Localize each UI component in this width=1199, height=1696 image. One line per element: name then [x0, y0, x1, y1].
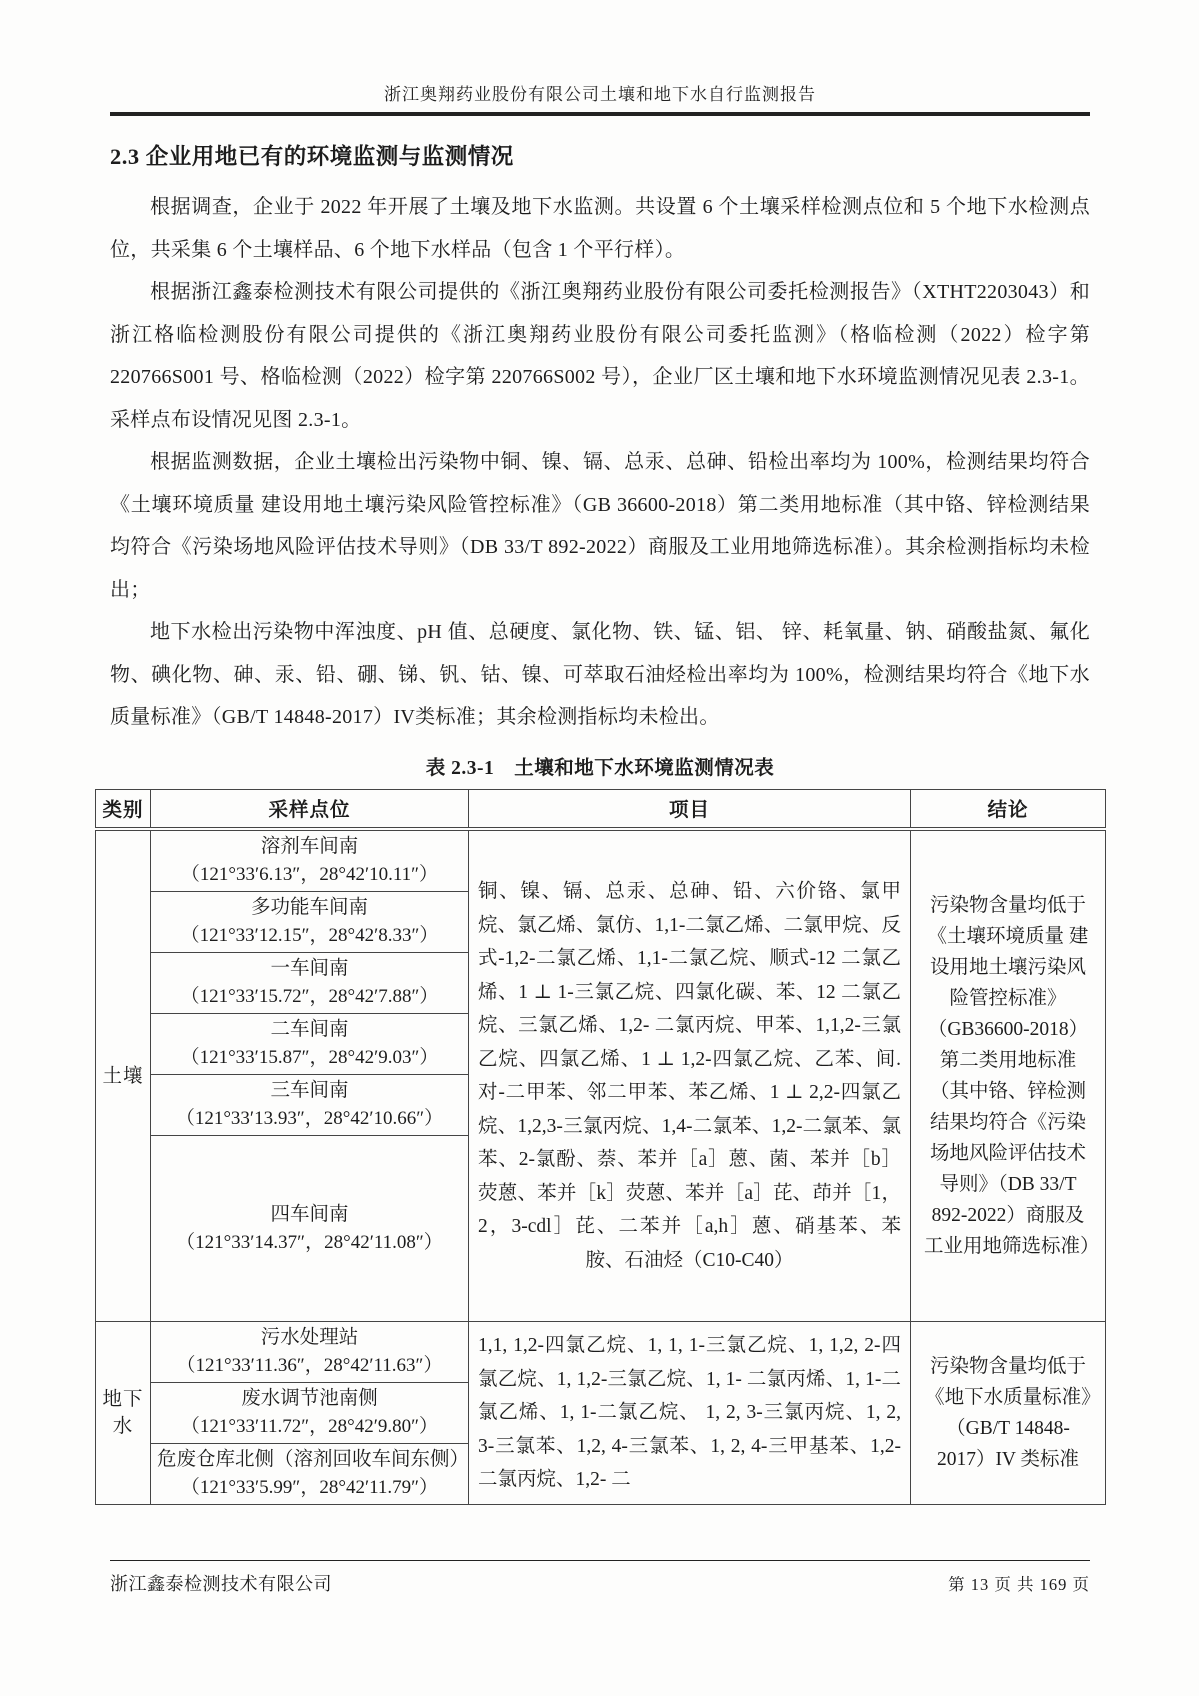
sampling-point-name: 二车间南: [270, 1019, 349, 1040]
paragraph-groundwater-results: 地下水检出污染物中浑浊度、pH 值、总硬度、氯化物、铁、锰、铝、 锌、耗氧量、钠、硝酸盐氮、氟化物、碘化物、砷、汞、铅、硼、锑、钒、钴、镍、可萃取石油烃检出率均为 100%，检测结果均符合《地下水质量标准》（GB/T 14848-2017）IV类标准；其余检测指标均未检出。: [110, 621, 1090, 728]
monitoring-table: [95, 789, 1106, 1506]
sampling-point-cell: [151, 1014, 469, 1075]
conclusion-cell-soil: 污染物含量均低于《土壤环境质量 建设用地土壤污染风险管控标准》（GB36600-2018）第二类用地标准（其中铬、锌检测结果均符合《污染场地风险评估技术导则》（DB 33/T 892-2022）商服及工业用地筛选标准）: [911, 829, 1106, 1322]
sampling-point-name: 危废仓库北侧（溶剂回收车间东侧）: [157, 1449, 470, 1470]
sampling-point-name: 溶剂车间南: [260, 836, 359, 857]
sampling-point-cell: [151, 1136, 469, 1322]
sampling-point-coords: （121°33′11.36″，28°42′11.63″）: [176, 1355, 443, 1376]
sampling-point-cell: [151, 1383, 469, 1444]
sampling-point-cell: [151, 953, 469, 1014]
sampling-point-cell: [151, 1444, 469, 1505]
sampling-point-name: 四车间南: [270, 1203, 349, 1225]
sampling-point-name: 三车间南: [270, 1080, 349, 1101]
page-footer: [110, 1560, 1090, 1596]
sampling-point-cell: [151, 892, 469, 953]
sampling-point-coords: （121°33′6.13″，28°42′10.11″）: [180, 864, 439, 885]
document-header-title: 浙江奥翔药业股份有限公司土壤和地下水自行监测报告: [384, 85, 816, 104]
sampling-point-cell: [151, 1075, 469, 1136]
table-header-row: [96, 789, 1106, 829]
sampling-point-name: 污水处理站: [260, 1327, 359, 1348]
sampling-point-coords: （121°33′5.99″，28°42′11.79″）: [180, 1477, 439, 1498]
paragraph-report-sources: 根据浙江鑫泰检测技术有限公司提供的《浙江奥翔药业股份有限公司委托检测报告》（XTHT2203043）和浙江格临检测股份有限公司提供的《浙江奥翔药业股份有限公司委托监测》（格临检测（2022）检字第 220766S001 号、格临检测（2022）检字第 220766S002 号），企业厂区土壤和地下水环境监测情况见表 2.3-1。采样点布设情况见图 2.3-1。: [110, 281, 1090, 431]
sampling-point-name: 废水调节池南侧: [241, 1388, 378, 1409]
column-header-sampling-point: 采样点位: [151, 789, 469, 829]
items-cell-soil: 铜、镍、镉、总汞、总砷、铅、六价铬、氯甲烷、氯乙烯、氯仿、1,1-二氯乙烯、二氯甲烷、反式-1,2-二氯乙烯、1,1-二氯乙烷、顺式-12 二氯乙烯、1 ⊥ 1-三氯乙烷、四氯化碳、苯、12 二氯乙烷、三氯乙烯、1,2- 二氯丙烷、甲苯、1,1,2-三氯乙烷、四氯乙烯、1 ⊥ 1,2-四氯乙烷、乙苯、间.对-二甲苯、邻二甲苯、苯乙烯、1 ⊥ 2,2-四氯乙烷、1,2,3-三氯丙烷、1,4-二氯苯、1,2-二氯苯、氯苯、2-氯酚、萘、苯并［a］蒽、菌、苯并［b］荧蒽、苯并［k］荧蒽、苯并［a］芘、茚并［1，2，3-cdl］芘、二苯并［a,h］蒽、硝基苯、苯胺、石油烃（C10-C40）: [469, 829, 911, 1322]
paragraph-soil-results: 根据监测数据，企业土壤检出污染物中铜、镍、镉、总汞、总砷、铅检出率均为 100%，检测结果均符合《土壤环境质量 建设用地土壤污染风险管控标准》（GB 36600-2018）第二类用地标准（其中铬、锌检测结果均符合《污染场地风险评估技术导则》（DB 33/T 892-2022）商服及工业用地筛选标准）。其余检测指标均未检出；: [110, 451, 1090, 601]
conclusion-cell-groundwater: 污染物含量均低于《地下水质量标准》（GB/T 14848-2017）IV 类标准: [911, 1322, 1106, 1505]
header-rule: [110, 112, 1090, 116]
body-paragraphs: [110, 186, 1090, 739]
footer-company: 浙江鑫泰检测技术有限公司: [110, 1574, 332, 1594]
sampling-point-name: 多功能车间南: [250, 897, 368, 918]
section-heading: 2.3 企业用地已有的环境监测与监测情况: [110, 144, 514, 169]
sampling-point-coords: （121°33′15.72″，28°42′7.88″）: [180, 986, 439, 1007]
table-title: 表 2.3-1 土壤和地下水环境监测情况表: [425, 757, 775, 779]
sampling-point-name: 一车间南: [270, 958, 349, 979]
footer-page-number: 第 13 页 共 169 页: [948, 1575, 1090, 1594]
sampling-point-coords: （121°33′13.93″，28°42′10.66″）: [175, 1108, 444, 1129]
column-header-conclusion: 结论: [911, 789, 1106, 829]
table-row: [96, 829, 1106, 892]
page-content: [102, 80, 1100, 1505]
sampling-point-cell: [151, 829, 469, 892]
sampling-point-coords: （121°33′14.37″，28°42′11.08″）: [176, 1231, 443, 1253]
category-cell-soil: 土壤: [96, 829, 151, 1322]
column-header-items: 项目: [469, 789, 911, 829]
sampling-point-coords: （121°33′11.72″，28°42′9.80″）: [180, 1416, 439, 1437]
paragraph-survey-overview: 根据调查，企业于 2022 年开展了土壤及地下水监测。共设置 6 个土壤采样检测点位和 5 个地下水检测点位，共采集 6 个土壤样品、6 个地下水样品（包含 1 个平行样）。: [110, 196, 1090, 261]
category-cell-groundwater: 地下水: [96, 1322, 151, 1505]
items-cell-groundwater: 1,1, 1,2-四氯乙烷、1, 1, 1-三氯乙烷、1, 1,2, 2-四氯乙烷、1, 1,2-三氯乙烷、1, 1- 二氯丙烯、1, 1-二氯乙烯、1, 1-二氯乙烷、 1, 2, 3-三氯丙烷、1, 2, 3-三氯苯、1,2, 4-三氯苯、1, 2, 4-三甲基苯、1,2-二氯丙烷、1,2- 二: [469, 1322, 911, 1505]
column-header-category: 类别: [96, 789, 151, 829]
table-row: [96, 1322, 1106, 1383]
sampling-point-cell: [151, 1322, 469, 1383]
sampling-point-coords: （121°33′12.15″，28°42′8.33″）: [180, 925, 439, 946]
sampling-point-coords: （121°33′15.87″，28°42′9.03″）: [180, 1047, 439, 1068]
